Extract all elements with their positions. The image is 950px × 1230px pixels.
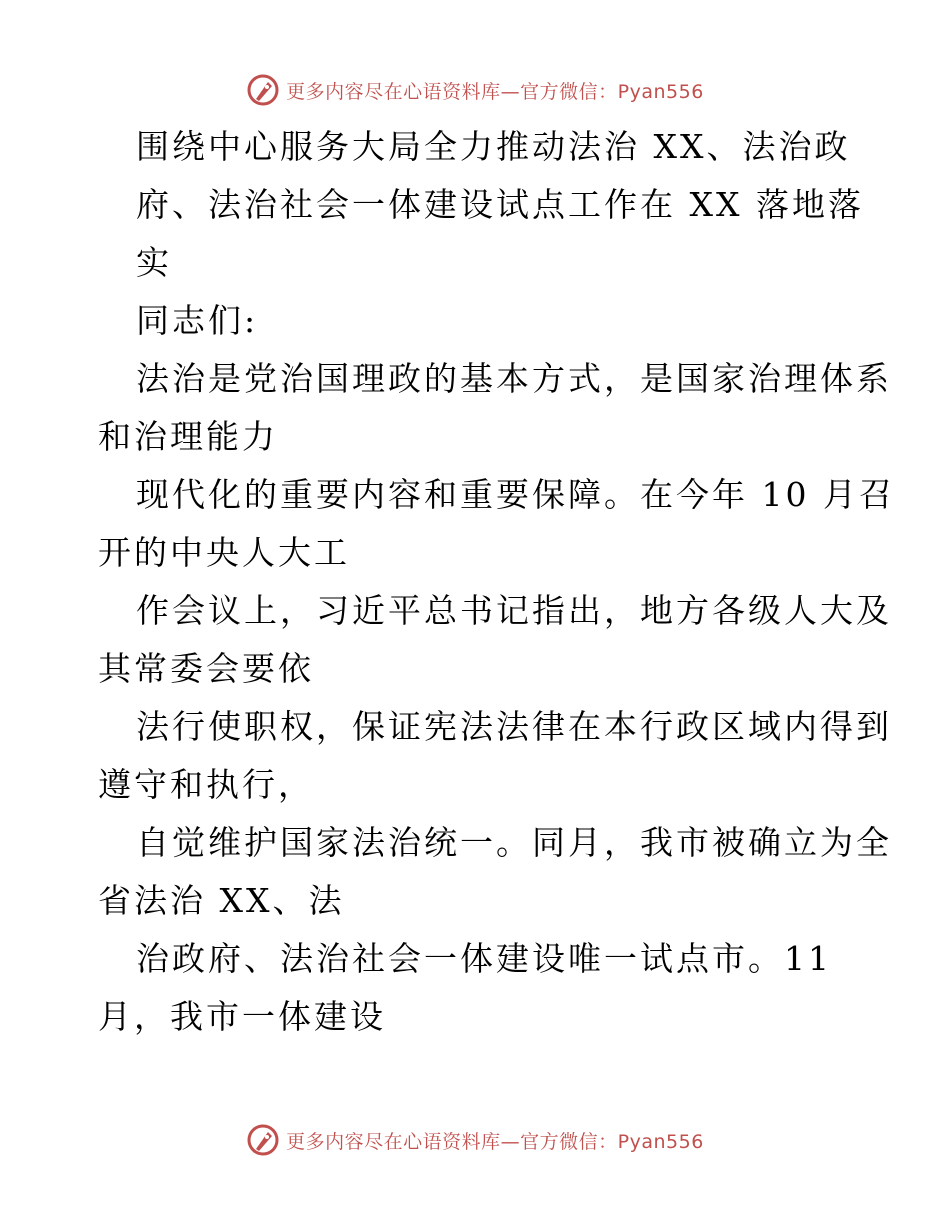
footer-banner-content <box>246 1123 704 1157</box>
title-line-2: 府、法治社会一体建设试点工作在 XX 落地落 <box>136 185 864 224</box>
footer-banner-text: 更多内容尽在心语资料库—官方微信：Pyan556 <box>286 1130 704 1153</box>
body-line-5: 作会议上，习近平总书记指出，地方各级人大及 <box>136 591 892 630</box>
title-line-3: 实 <box>136 243 172 282</box>
body-line-7: 法行使职权，保证宪法法律在本行政区域内得到 <box>136 707 892 746</box>
body-line-11: 治政府、法治社会一体建设唯一试点市。11 <box>136 939 832 978</box>
salutation: 同志们: <box>136 301 259 340</box>
body-line-1: 法治是党治国理政的基本方式，是国家治理体系 <box>136 359 892 398</box>
body-line-10: 省法治 XX、法 <box>98 881 345 920</box>
body-line-9: 自觉维护国家法治统一。同月，我市被确立为全 <box>136 823 892 862</box>
body-line-2: 和治理能力 <box>98 417 278 456</box>
pen-nib-logo-icon <box>246 1123 280 1157</box>
body-line-4: 开的中央人大工 <box>98 533 350 572</box>
footer-banner <box>0 1120 950 1160</box>
body-line-8: 遵守和执行， <box>98 765 314 804</box>
body-line-12: 月，我市一体建设 <box>98 997 386 1036</box>
title-line-1: 围绕中心服务大局全力推动法治 XX、法治政 <box>136 127 851 166</box>
body-line-3: 现代化的重要内容和重要保障。在今年 10 月召 <box>136 475 895 514</box>
header-banner-text: 更多内容尽在心语资料库—官方微信：Pyan556 <box>286 80 704 103</box>
body-line-6: 其常委会要依 <box>98 649 314 688</box>
